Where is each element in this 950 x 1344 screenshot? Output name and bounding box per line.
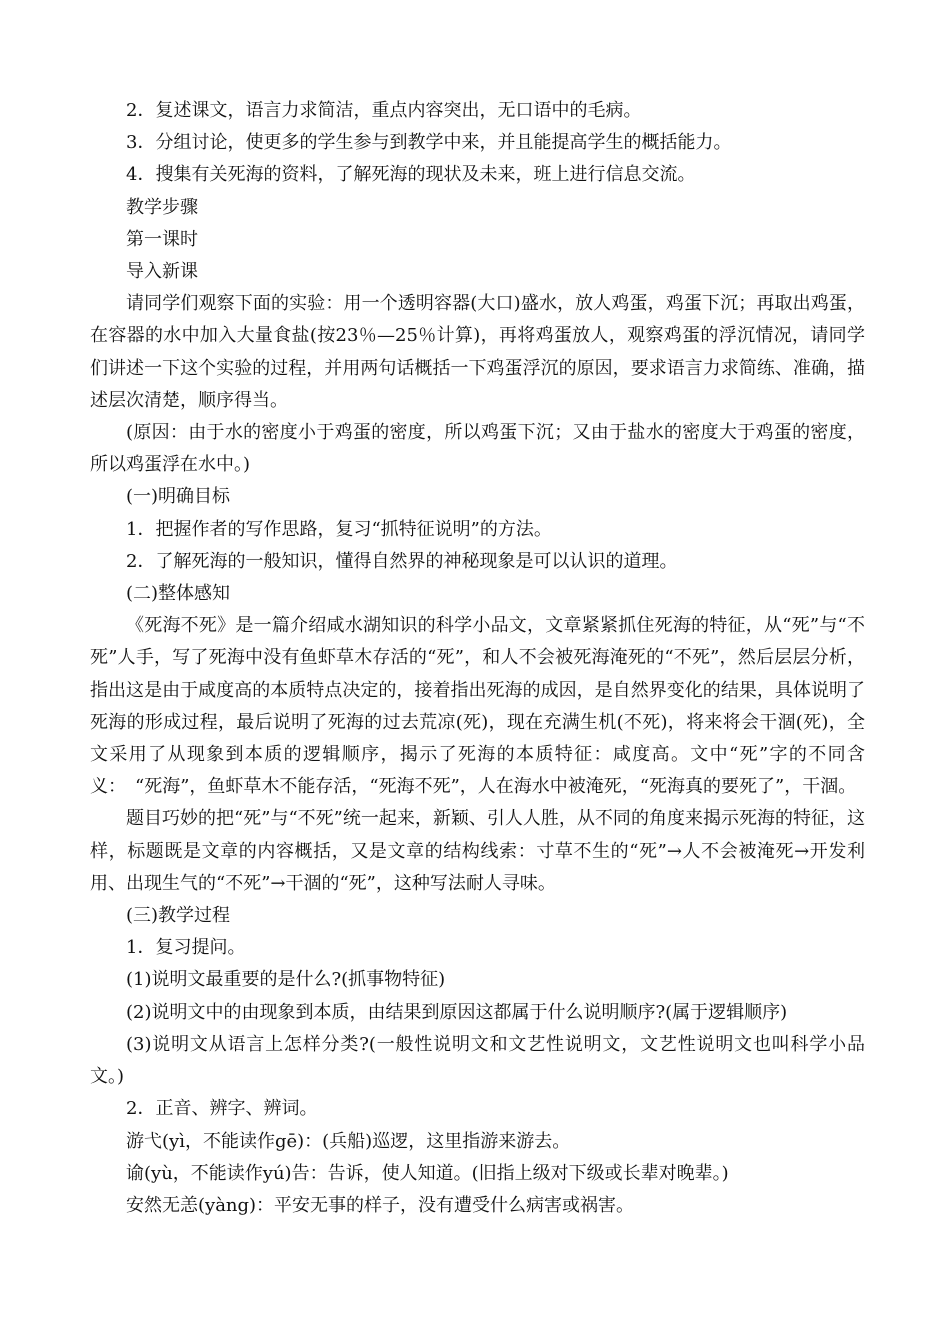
paragraph: 《死海不死》是一篇介绍咸水湖知识的科学小品文，文章紧紧抓住死海的特征，从“死”与“不死”人手，写了死海中没有鱼虾草木存活的“死”，和人不会被死海淹死的“不死”，然后层层分析，指出这是由于咸度高的本质特点决定的，接着指出死海的成因，是自然界变化的结果，具体说明了死海的形成过程，最后说明了死海的过去荒凉(死)，现在充满生机(不死)，将来将会干涸(死)，全文采用了从现象到本质的逻辑顺序，揭示了死海的本质特征：咸度高。文中“死”字的不同含义： “死海”，鱼虾草木不能存活，“死海不死”，人在海水中被淹死，“死海真的要死了”，干涸。 <box>90 615 865 798</box>
paragraph: 4．搜集有关死海的资料，了解死海的现状及未来，班上进行信息交流。 <box>126 164 696 186</box>
paragraph: (原因：由于水的密度小于鸡蛋的密度，所以鸡蛋下沉；又由于盐水的密度大于鸡蛋的密度，所以鸡蛋浮在水中。) <box>90 422 865 476</box>
paragraph: 谕(yù，不能读作yú)告：告诉，使人知道。(旧指上级对下级或长辈对晚辈。) <box>126 1162 729 1184</box>
section-heading: (三)教学过程 <box>126 905 231 927</box>
paragraph: (2)说明文中的由现象到本质，由结果到原因这都属于什么说明顺序?(属于逻辑顺序) <box>126 1001 788 1023</box>
section-heading: 第一课时 <box>126 228 198 250</box>
paragraph: 2．正音、辨字、辨词。 <box>126 1098 318 1120</box>
paragraph: 3．分组讨论，使更多的学生参与到教学中来，并且能提高学生的概括能力。 <box>126 132 732 154</box>
paragraph: 2．复述课文，语言力求简洁，重点内容突出，无口语中的毛病。 <box>126 100 642 121</box>
paragraph: 请同学们观察下面的实验：用一个透明容器(大口)盛水，放人鸡蛋，鸡蛋下沉；再取出鸡蛋，在容器的水中加入大量食盐(按23％—25％计算)，再将鸡蛋放人，观察鸡蛋的浮沉情况，请同学们讲述一下这个实验的过程，并用两句话概括一下鸡蛋浮沉的原因，要求语言力求简练、准确，描述层次清楚，顺序得当。 <box>90 293 865 411</box>
paragraph: 1．把握作者的写作思路，复习“抓特征说明”的方法。 <box>126 518 552 540</box>
section-heading: (一)明确目标 <box>126 486 231 508</box>
paragraph: (3)说明文从语言上怎样分类?(一般性说明文和文艺性说明文，文艺性说明文也叫科学小品文。) <box>90 1033 865 1088</box>
paragraph: 游弋(yì，不能读作gē)：(兵船)巡逻，这里指游来游去。 <box>126 1130 571 1152</box>
document-body <box>90 95 865 1222</box>
paragraph: (1)说明文最重要的是什么?(抓事物特征) <box>126 969 446 991</box>
section-heading: (二)整体感知 <box>126 583 231 605</box>
paragraph: 1．复习提问。 <box>126 937 246 959</box>
paragraph: 2．了解死海的一般知识，懂得自然界的神秘现象是可以认识的道理。 <box>126 550 678 572</box>
paragraph: 题目巧妙的把“死”与“不死”统一起来，新颖、引人人胜，从不同的角度来揭示死海的特征，这样，标题既是文章的内容概括，又是文章的结构线索：寸草不生的“死”→人不会被淹死→开发利用、出现生气的“不死”→干涸的“死”，这种写法耐人寻味。 <box>90 808 865 894</box>
section-heading: 导入新课 <box>126 261 198 283</box>
paragraph: 安然无恙(yàng)：平安无事的样子，没有遭受什么病害或祸害。 <box>126 1194 635 1216</box>
section-heading: 教学步骤 <box>126 196 198 218</box>
